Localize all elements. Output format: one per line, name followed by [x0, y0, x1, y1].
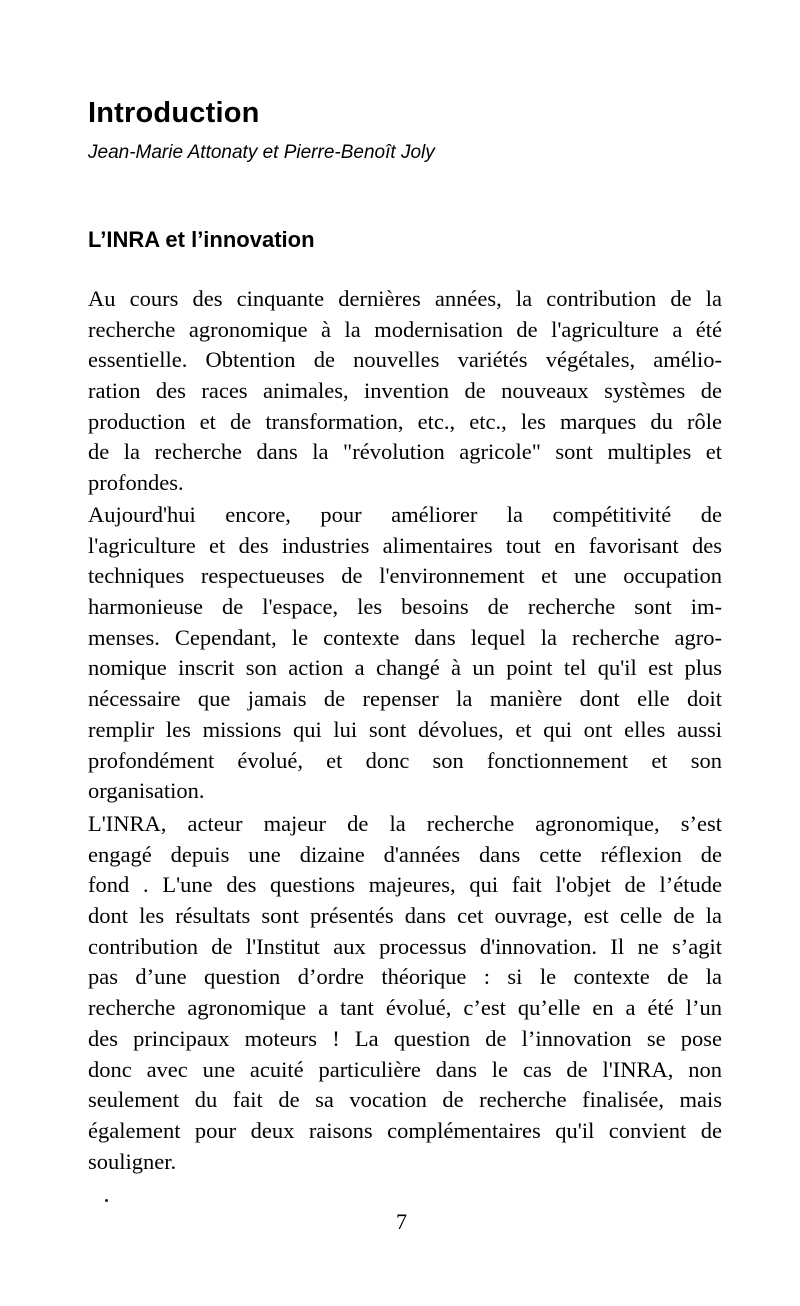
- page-number: 7: [396, 1209, 407, 1234]
- text-line: fond . L'une des questions majeures, qui fait l'objet de l’étude: [88, 872, 722, 898]
- text-line: donc avec une acuité particulière dans le cas de l'INRA, non: [88, 1056, 722, 1082]
- text-line: techniques respectueuses de l'environnement et une occupation: [88, 563, 722, 589]
- text-line: remplir les missions qui lui sont dévolues, et qui ont elles aussi: [88, 716, 722, 742]
- text-line: harmonieuse de l'espace, les besoins de recherche sont im-: [88, 594, 722, 620]
- text-line: Aujourd'hui encore, pour améliorer la compétitivité de: [88, 502, 722, 527]
- text-line: également pour deux raisons complémentaires qu'il convient de: [88, 1117, 722, 1143]
- text-line: souligner.: [88, 1148, 177, 1174]
- text-line: contribution de l'Institut aux processus d'innovation. Il ne s’agit: [88, 933, 722, 959]
- paragraph-2: [88, 500, 722, 807]
- text-line: dont les résultats sont présentés dans cet ouvrage, est celle de la: [88, 903, 722, 929]
- text-line: organisation.: [88, 778, 205, 804]
- text-line: pas d’une question d’ordre théorique : si le contexte de la: [88, 964, 722, 990]
- text-line: nécessaire que jamais de repenser la manière dont elle doit: [88, 686, 722, 712]
- paragraph-1: [88, 284, 722, 499]
- text-line: essentielle. Obtention de nouvelles variétés végétales, amélio-: [88, 347, 722, 373]
- text-line: des principaux moteurs ! La question de l’innovation se pose: [88, 1025, 722, 1051]
- text-line: seulement du fait de sa vocation de recherche finalisée, mais: [88, 1087, 722, 1113]
- text-line: l'agriculture et des industries alimentaires tout en favorisant des: [88, 532, 722, 558]
- text-line: menses. Cependant, le contexte dans lequel la recherche agro-: [88, 624, 722, 650]
- text-line: ration des races animales, invention de nouveaux systèmes de: [88, 378, 722, 404]
- text-line: Au cours des cinquante dernières années, la contribution de la: [88, 286, 722, 311]
- text-line: recherche agronomique à la modernisation de l'agriculture a été: [88, 316, 722, 342]
- text-line: de la recherche dans la "révolution agricole" sont multiples et: [88, 439, 722, 465]
- text-line: engagé depuis une dizaine d'années dans cette réflexion de: [88, 841, 722, 867]
- chapter-title: Introduction: [88, 97, 260, 129]
- text-line: nomique inscrit son action a changé à un point tel qu'il est plus: [88, 655, 722, 681]
- chapter-authors: Jean-Marie Attonaty et Pierre-Benoît Joly: [88, 142, 435, 163]
- text-line: recherche agronomique a tant évolué, c’est qu’elle en a été l’un: [88, 995, 722, 1021]
- text-line: profondes.: [88, 470, 184, 496]
- paragraph-3: [88, 809, 722, 1177]
- text-line: profondément évolué, et donc son fonctionnement et son: [88, 747, 722, 773]
- text-line: L'INRA, acteur majeur de la recherche agronomique, s’est: [88, 811, 722, 836]
- text-line: production et de transformation, etc., etc., les marques du rôle: [88, 408, 722, 434]
- scan-speck: [105, 1199, 108, 1202]
- section-heading: L’INRA et l’innovation: [88, 227, 315, 252]
